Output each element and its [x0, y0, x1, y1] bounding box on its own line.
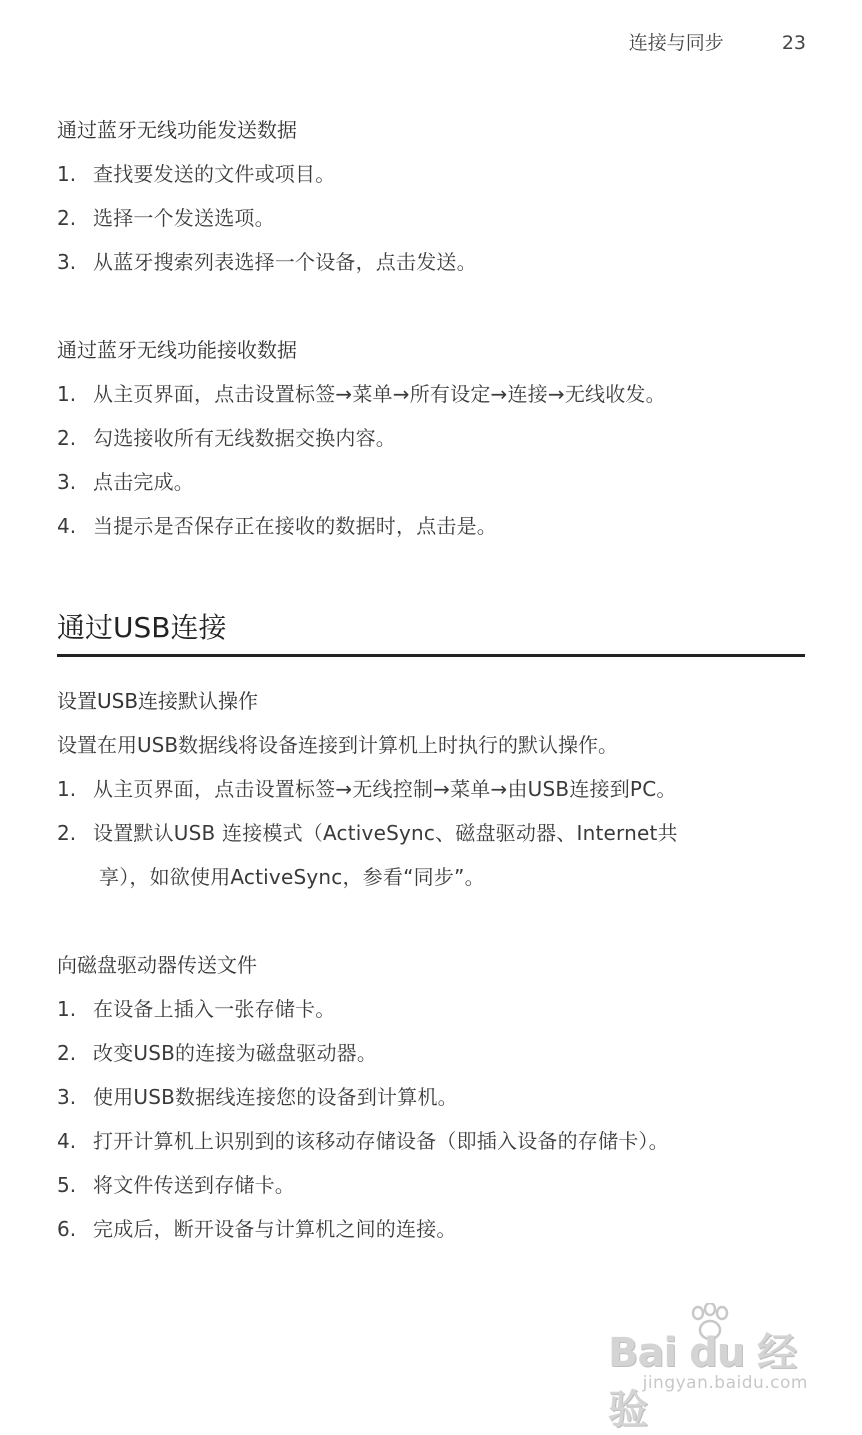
- list-item: [57, 767, 805, 811]
- usb-section-title: 通过USB连接: [57, 606, 805, 657]
- watermark-url: jingyan.baidu.com: [642, 1373, 808, 1393]
- list-item: [57, 460, 805, 504]
- list-item: [57, 1163, 805, 1207]
- list-item: [57, 1119, 805, 1163]
- usb-default-intro: 设置在用USB数据线将设备连接到计算机上时执行的默认操作。: [57, 733, 619, 757]
- list-number: 6.: [57, 1217, 77, 1241]
- list-number: 2.: [57, 1041, 77, 1065]
- list-number: 3.: [57, 470, 77, 494]
- list-item: [57, 1075, 805, 1119]
- list-item: [57, 372, 805, 416]
- list-text: 勾选接收所有无线数据交换内容。: [93, 426, 396, 450]
- list-number: 2.: [57, 821, 77, 845]
- list-number: 1.: [57, 997, 77, 1021]
- list-number: 4.: [57, 514, 77, 538]
- list-text: 从蓝牙搜索列表选择一个设备，点击发送。: [93, 250, 477, 274]
- usb-default-heading: 设置USB连接默认操作: [57, 689, 259, 713]
- list-item: [57, 1031, 805, 1075]
- list-number: 4.: [57, 1129, 77, 1153]
- bt-send-heading: 通过蓝牙无线功能发送数据: [57, 118, 297, 142]
- list-item: [57, 152, 805, 196]
- list-text: 设置默认USB 连接模式（ActiveSync、磁盘驱动器、Internet共: [93, 821, 678, 845]
- disk-transfer-heading: 向磁盘驱动器传送文件: [57, 953, 257, 977]
- list-text: 将文件传送到存储卡。: [93, 1173, 295, 1197]
- list-text: 打开计算机上识别到的该移动存储设备（即插入设备的存储卡）。: [93, 1129, 669, 1153]
- list-number: 2.: [57, 426, 77, 450]
- page-header: [629, 28, 806, 55]
- list-number: 1.: [57, 162, 77, 186]
- list-item: [57, 987, 805, 1031]
- list-item: [57, 504, 805, 548]
- list-text: 完成后，断开设备与计算机之间的连接。: [93, 1217, 457, 1241]
- list-item: [57, 1207, 805, 1251]
- bt-receive-heading: 通过蓝牙无线功能接收数据: [57, 338, 297, 362]
- list-text: 选择一个发送选项。: [93, 206, 275, 230]
- list-text: 在设备上插入一张存储卡。: [93, 997, 336, 1021]
- list-number: 1.: [57, 777, 77, 801]
- list-number: 2.: [57, 206, 77, 230]
- list-number: 3.: [57, 250, 77, 274]
- list-item: [57, 811, 805, 899]
- running-header-title: 连接与同步: [628, 32, 724, 54]
- list-text: 从主页界面，点击设置标签→无线控制→菜单→由USB连接到PC。: [93, 777, 677, 801]
- list-text: 点击完成。: [93, 470, 194, 494]
- list-text-continued: 享），如欲使用ActiveSync，参看“同步”。: [99, 865, 485, 889]
- list-text-block: [93, 811, 805, 899]
- list-text: 改变USB的连接为磁盘驱动器。: [93, 1041, 378, 1065]
- list-text: 查找要发送的文件或项目。: [93, 162, 336, 186]
- page-number: 23: [781, 32, 806, 54]
- list-item: [57, 416, 805, 460]
- list-number: 3.: [57, 1085, 77, 1109]
- list-item: [57, 240, 805, 284]
- list-text: 从主页界面，点击设置标签→菜单→所有设定→连接→无线收发。: [93, 382, 666, 406]
- list-text: 使用USB数据线连接您的设备到计算机。: [93, 1085, 458, 1109]
- watermark-logo: Bai du 经验: [608, 1330, 797, 1433]
- list-number: 1.: [57, 382, 77, 406]
- list-text: 当提示是否保存正在接收的数据时，点击是。: [93, 514, 497, 538]
- page-content: [57, 108, 805, 1251]
- list-number: 5.: [57, 1173, 77, 1197]
- list-item: [57, 196, 805, 240]
- baidu-watermark: [608, 1303, 808, 1433]
